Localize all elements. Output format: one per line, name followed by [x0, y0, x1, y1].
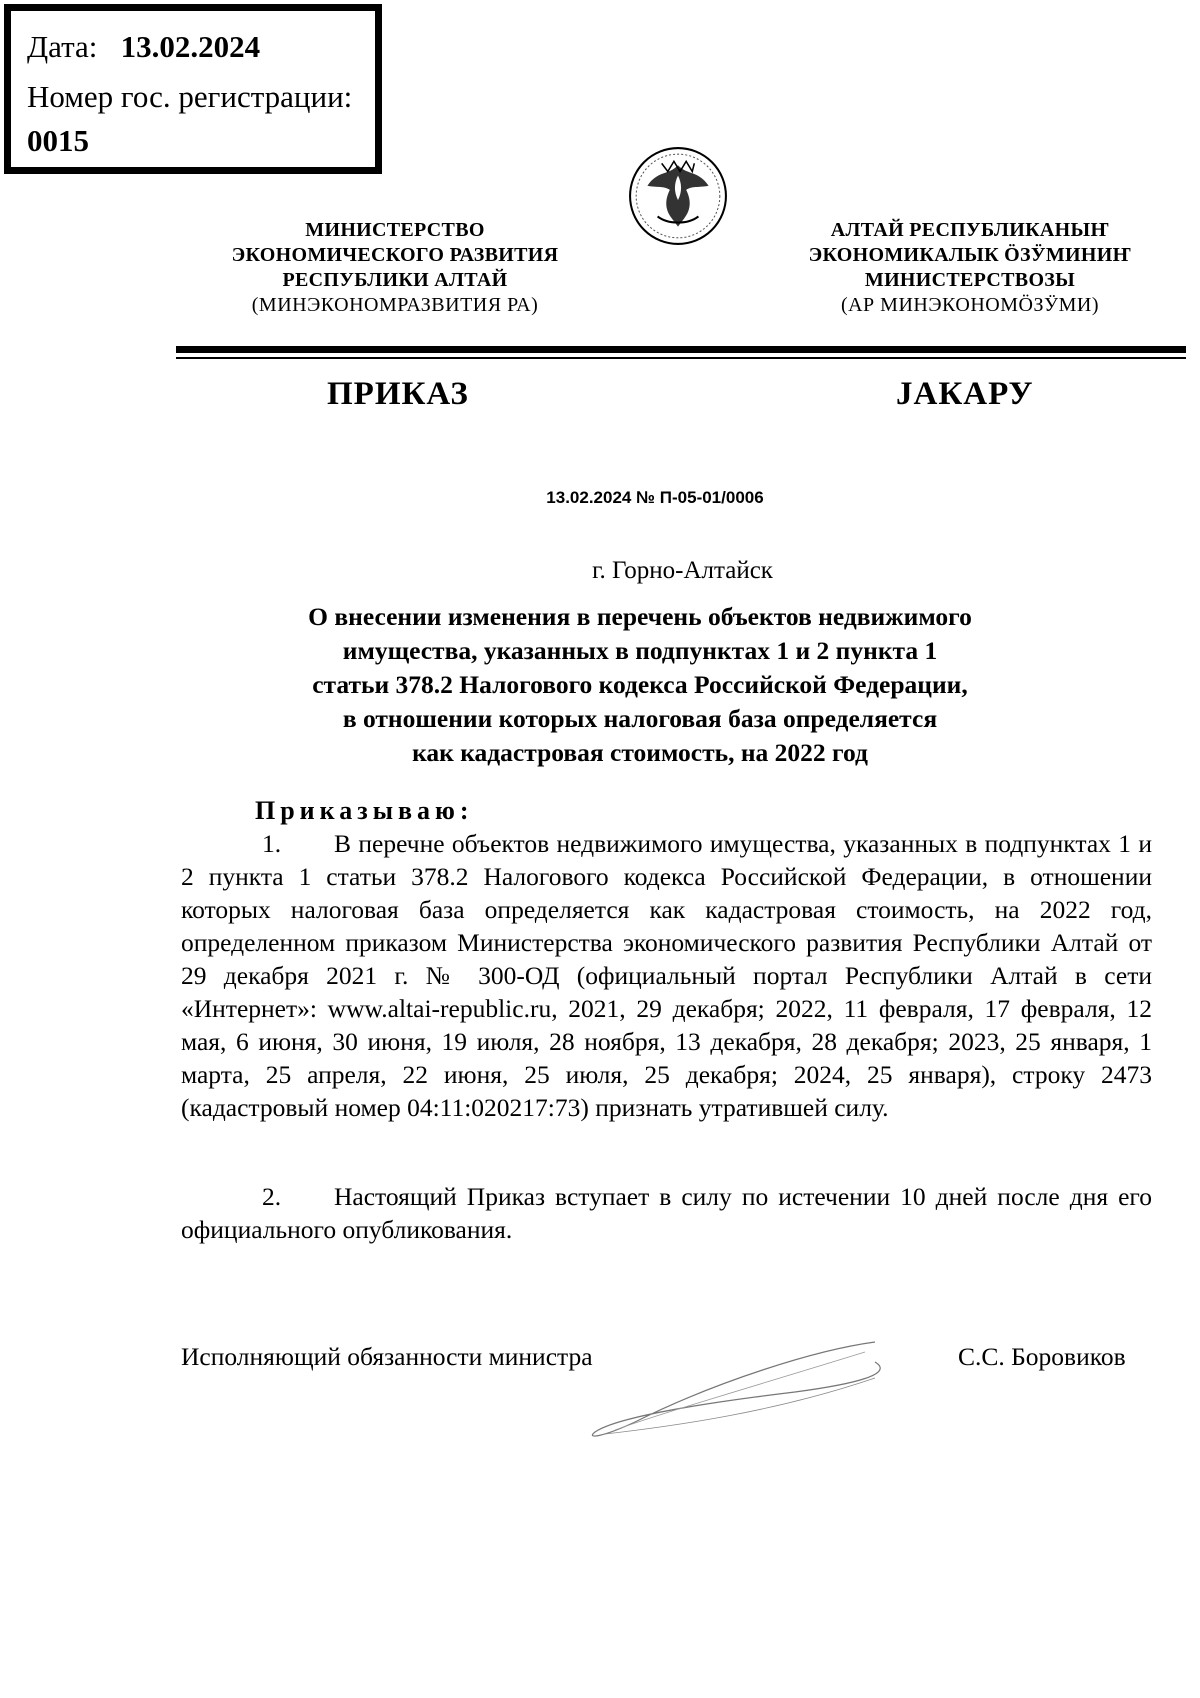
order-item-2: 2. Настоящий Приказ вступает в силу по истечении 10 дней после дня его официального опубликования. [181, 1182, 1152, 1244]
city: г. Горно-Алтайск [592, 557, 773, 584]
registration-number-label: Номер гос. регистрации: [27, 79, 353, 114]
coat-of-arms-icon [627, 145, 729, 247]
order-item-1: 1. В перечне объектов недвижимого имущества, указанных в подпунктах 1 и 2 пункта 1 статьи 378.2 Налогового кодекса Российской Федерации, в отношении которых налоговая база определяется как кадастровая стоимость, на 2022 год, определенном приказом Министерства экономического развития Республики Алтай от 29 декабря 2021 г. № 300-ОД (официальный портал Республики Алтай в сети «Интернет»: www.altai-republic.ru, 2021, 29 декабря; 2022, 11 февраля, 17 февраля, 12 мая, 6 июня, 30 июня, 19 июля, 28 ноября, 13 декабря, 28 декабря; 2023, 25 января, 1 марта, 25 апреля, 22 июня, 25 июля, 25 декабря; 2024, 25 января), строку 2473 (кадастровый номер 04:11:020217:73) признать утратившей силу. [181, 829, 1152, 1122]
org-name-altai: АЛТАЙ РЕСПУБЛИКАНЫҤ ЭКОНОМИКАЛЫК ӦЗӰМИНИҤ МИНИСТЕРСТВОЗЫ (АР МИНЭКОНОМӦЗӰМИ) [808, 219, 1132, 316]
signature-icon [575, 1322, 935, 1452]
order-subject: О внесении изменения в перечень объектов недвижимого имущества, указанных в подпунктах 1 и 2 пункта 1 статьи 378.2 Налогового кодекса Российской Федерации, в отношении которых налоговая база определяется как кадастровая стоимость, на 2022 год [308, 602, 972, 767]
org-name-russian: МИНИСТЕРСТВО ЭКОНОМИЧЕСКОГО РАЗВИТИЯ РЕСПУБЛИКИ АЛТАЙ (МИНЭКОНОМРАЗВИТИЯ РА) [231, 219, 559, 316]
signatory-name: С.С. Боровиков [958, 1342, 1126, 1371]
doc-type-altai: ЈАКАРУ [896, 376, 1034, 412]
order-word: Приказываю: [255, 796, 474, 825]
doc-type-russian: ПРИКАЗ [327, 376, 469, 412]
header-divider-thick [176, 346, 1186, 353]
order-number: 13.02.2024 № П-05-01/0006 [546, 488, 764, 507]
registration-box [4, 4, 382, 174]
signatory-role: Исполняющий обязанности министра [181, 1342, 593, 1371]
registration-date-value: 13.02.2024 [120, 29, 261, 64]
header-divider-thin [176, 357, 1186, 359]
registration-date: Дата: 13.02.2024 [27, 29, 261, 64]
registration-number-value: 0015 [27, 123, 89, 158]
